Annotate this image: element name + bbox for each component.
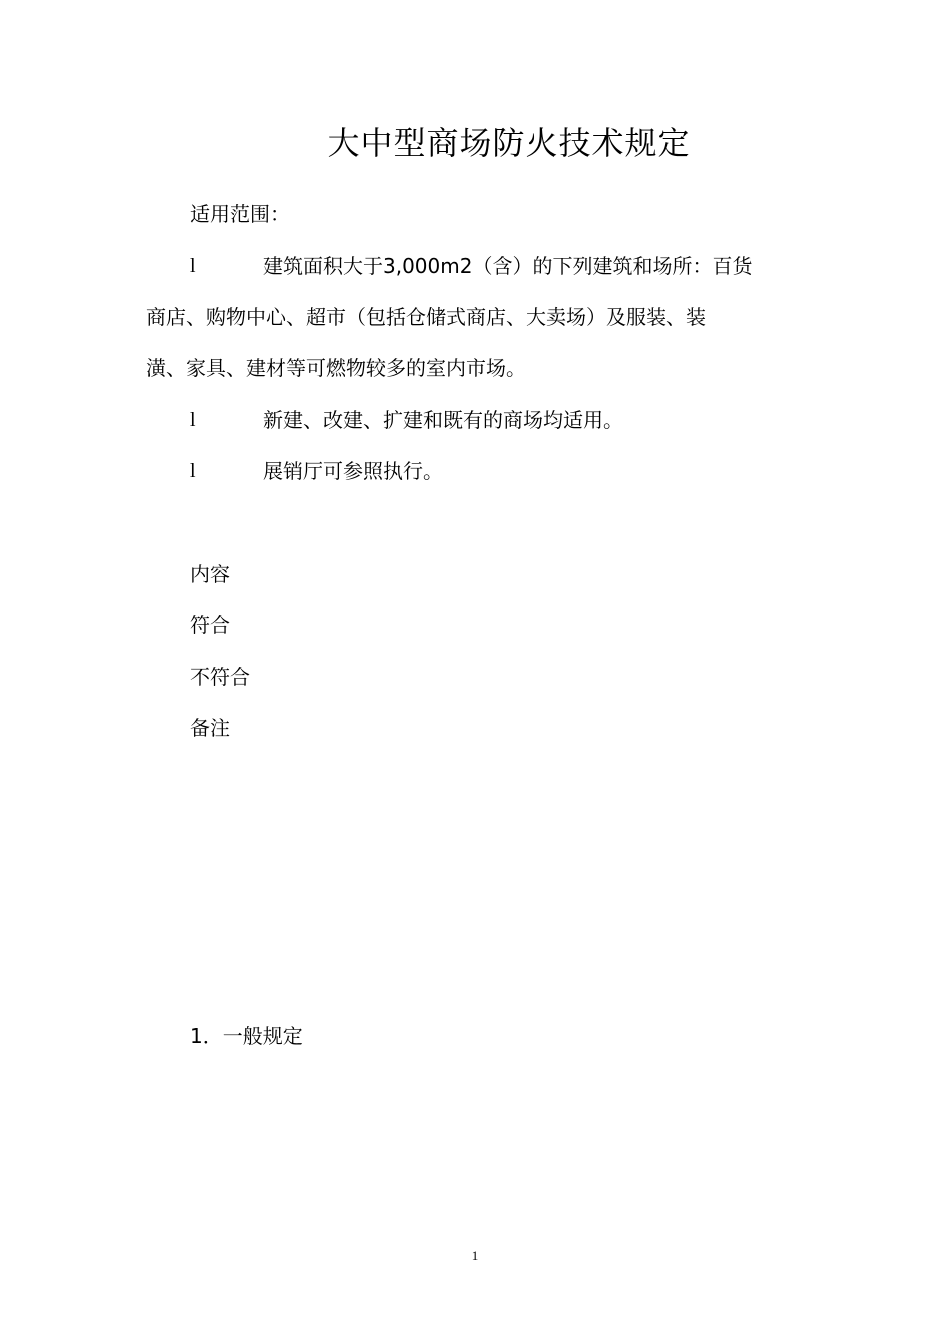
- bullet-2-line-1: 新建、改建、扩建和既有的商场均适用。: [263, 408, 623, 432]
- bullet-1-line-3: 潢、家具、建材等可燃物较多的室内市场。: [146, 356, 526, 380]
- bullet-1-line-1: 建筑面积大于3,000m2（含）的下列建筑和场所：百货: [263, 254, 753, 278]
- bullet-1-line-2: 商店、购物中心、超市（包括仓储式商店、大卖场）及服装、装: [146, 305, 706, 329]
- table-header-remarks: 备注: [190, 716, 230, 740]
- bullet-3-line-1: 展销厅可参照执行。: [263, 459, 443, 483]
- page-number: 1: [471, 1248, 479, 1263]
- document-title: 大中型商场防火技术规定: [327, 124, 691, 162]
- bullet-marker: l: [190, 255, 196, 277]
- scope-heading: 适用范围：: [190, 202, 290, 226]
- table-header-compliant: 符合: [190, 613, 230, 637]
- table-header-content: 内容: [190, 562, 230, 586]
- bullet-marker: l: [190, 409, 196, 431]
- table-header-noncompliant: 不符合: [190, 665, 250, 689]
- section-heading: 1．一般规定: [190, 1024, 303, 1048]
- bullet-marker: l: [190, 460, 196, 482]
